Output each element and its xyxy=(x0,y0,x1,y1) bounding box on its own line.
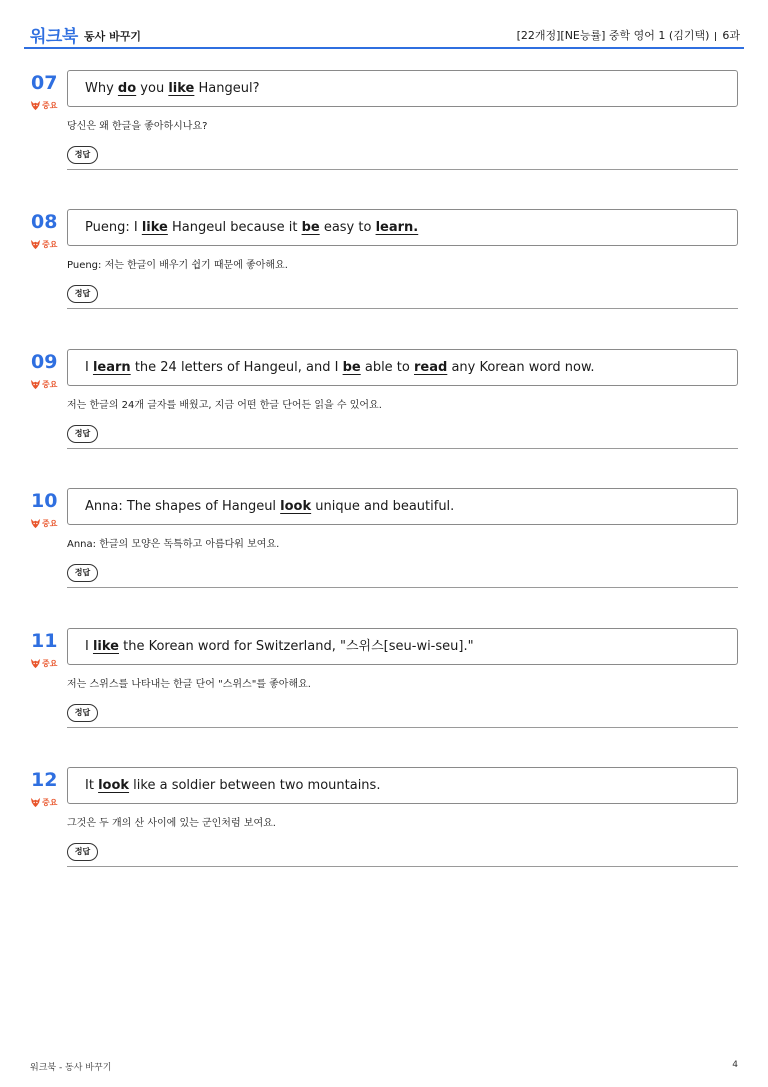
fox-icon xyxy=(30,101,42,110)
verb-blank[interactable]: learn. xyxy=(375,220,419,236)
verb-blank[interactable]: learn xyxy=(92,359,131,375)
divider-line xyxy=(67,866,738,867)
sentence-box xyxy=(67,209,738,246)
verb-blank[interactable]: like xyxy=(141,220,168,236)
korean-translation: 당신은 왜 한글을 좋아하시나요? xyxy=(67,121,208,132)
question-number: 08 xyxy=(31,211,58,234)
korean-translation: 저는 한글의 24개 글자를 배웠고, 지금 어떤 한글 단어든 읽을 수 있어요. xyxy=(67,399,382,411)
sentence-text: unique and beautiful. xyxy=(311,499,455,515)
sentence-text: any Korean word now. xyxy=(447,359,595,375)
answer-button[interactable]: 정답 xyxy=(67,564,98,582)
divider-line xyxy=(67,448,738,449)
sentence-text: Hangeul because it xyxy=(167,220,302,236)
important-badge xyxy=(30,518,57,529)
course-title: [22개정][NE능률] 중학 영어 1 (김기택) xyxy=(516,29,710,42)
sentence-text: Why xyxy=(85,81,118,96)
question-item xyxy=(24,349,744,459)
fox-icon xyxy=(30,519,42,528)
important-badge xyxy=(30,379,57,390)
sentence-text: you xyxy=(136,81,169,96)
question-number: 10 xyxy=(31,490,58,513)
sentence-box xyxy=(67,767,738,804)
page-header xyxy=(24,20,744,49)
badge-label: 중요 xyxy=(42,379,58,389)
sentence-text: the Korean word for Switzerland, "스위스[seu-wi-seu]." xyxy=(119,638,474,654)
sentence-box xyxy=(67,628,738,665)
verb-blank[interactable]: read xyxy=(414,359,448,375)
answer-button[interactable]: 정답 xyxy=(67,425,98,443)
sentence-text: the 24 letters of Hangeul, and I xyxy=(130,359,343,375)
lesson-label: 6과 xyxy=(722,29,740,42)
question-item xyxy=(24,767,744,877)
important-badge xyxy=(30,100,57,111)
brand-title: 워크북 xyxy=(30,27,78,47)
question-number: 11 xyxy=(31,629,58,652)
section-subtitle: 동사 바꾸기 xyxy=(84,30,141,43)
question-number: 07 xyxy=(31,72,58,94)
answer-button[interactable]: 정답 xyxy=(67,704,98,722)
sentence-text: easy to xyxy=(319,220,376,236)
korean-translation: Pueng: 저는 한글이 배우기 쉽기 때문에 좋아해요. xyxy=(67,260,288,272)
sentence-text: I xyxy=(85,359,93,375)
badge-label: 중요 xyxy=(42,798,58,807)
verb-blank[interactable]: be xyxy=(342,359,361,375)
question-number: 09 xyxy=(31,350,58,373)
fox-icon xyxy=(30,380,42,389)
badge-label: 중요 xyxy=(42,101,58,110)
important-badge xyxy=(30,658,57,669)
fox-icon xyxy=(30,659,42,668)
korean-translation: 그것은 두 개의 산 사이에 있는 군인처럼 보여요. xyxy=(67,818,276,829)
divider-line xyxy=(67,727,738,728)
answer-button[interactable]: 정답 xyxy=(67,285,98,303)
badge-label: 중요 xyxy=(42,519,58,529)
divider-line xyxy=(67,587,738,588)
sentence-box xyxy=(67,70,738,107)
answer-button[interactable]: 정답 xyxy=(67,146,98,164)
sentence-text: Hangeul? xyxy=(194,81,260,96)
sentence-box xyxy=(67,488,738,525)
korean-translation: Anna: 한글의 모양은 독특하고 아름다워 보여요. xyxy=(67,539,280,551)
sentence-text: like a soldier between two mountains. xyxy=(129,778,381,793)
fox-icon xyxy=(30,240,42,249)
fox-icon xyxy=(30,798,42,807)
verb-blank[interactable]: look xyxy=(98,778,130,793)
verb-blank[interactable]: like xyxy=(168,81,195,96)
verb-blank[interactable]: like xyxy=(92,638,119,654)
korean-translation: 저는 스위스를 나타내는 한글 단어 "스위스"를 좋아해요. xyxy=(67,678,311,690)
verb-blank[interactable]: be xyxy=(301,220,320,236)
verb-blank[interactable]: look xyxy=(280,499,312,515)
important-badge xyxy=(30,797,57,808)
page-number: 4 xyxy=(732,1060,738,1070)
verb-blank[interactable]: do xyxy=(117,81,137,96)
sentence-text: It xyxy=(85,778,99,793)
important-badge xyxy=(30,239,57,250)
sentence-text: I xyxy=(85,638,93,654)
question-item xyxy=(24,628,744,738)
header-divider xyxy=(715,32,716,41)
badge-label: 중요 xyxy=(42,658,58,668)
question-item xyxy=(24,488,744,598)
sentence-text: Pueng: I xyxy=(85,220,142,236)
sentence-text: Anna: The shapes of Hangeul xyxy=(85,499,281,515)
question-number: 12 xyxy=(31,769,58,791)
badge-label: 중요 xyxy=(42,240,58,250)
sentence-text: able to xyxy=(360,359,414,375)
footer-label: 워크북 - 동사 바꾸기 xyxy=(30,1063,112,1073)
answer-button[interactable]: 정답 xyxy=(67,843,98,861)
sentence-box xyxy=(67,349,738,386)
question-item xyxy=(24,209,744,319)
divider-line xyxy=(67,169,738,170)
question-item xyxy=(24,70,744,180)
course-info xyxy=(517,27,740,43)
divider-line xyxy=(67,308,738,309)
